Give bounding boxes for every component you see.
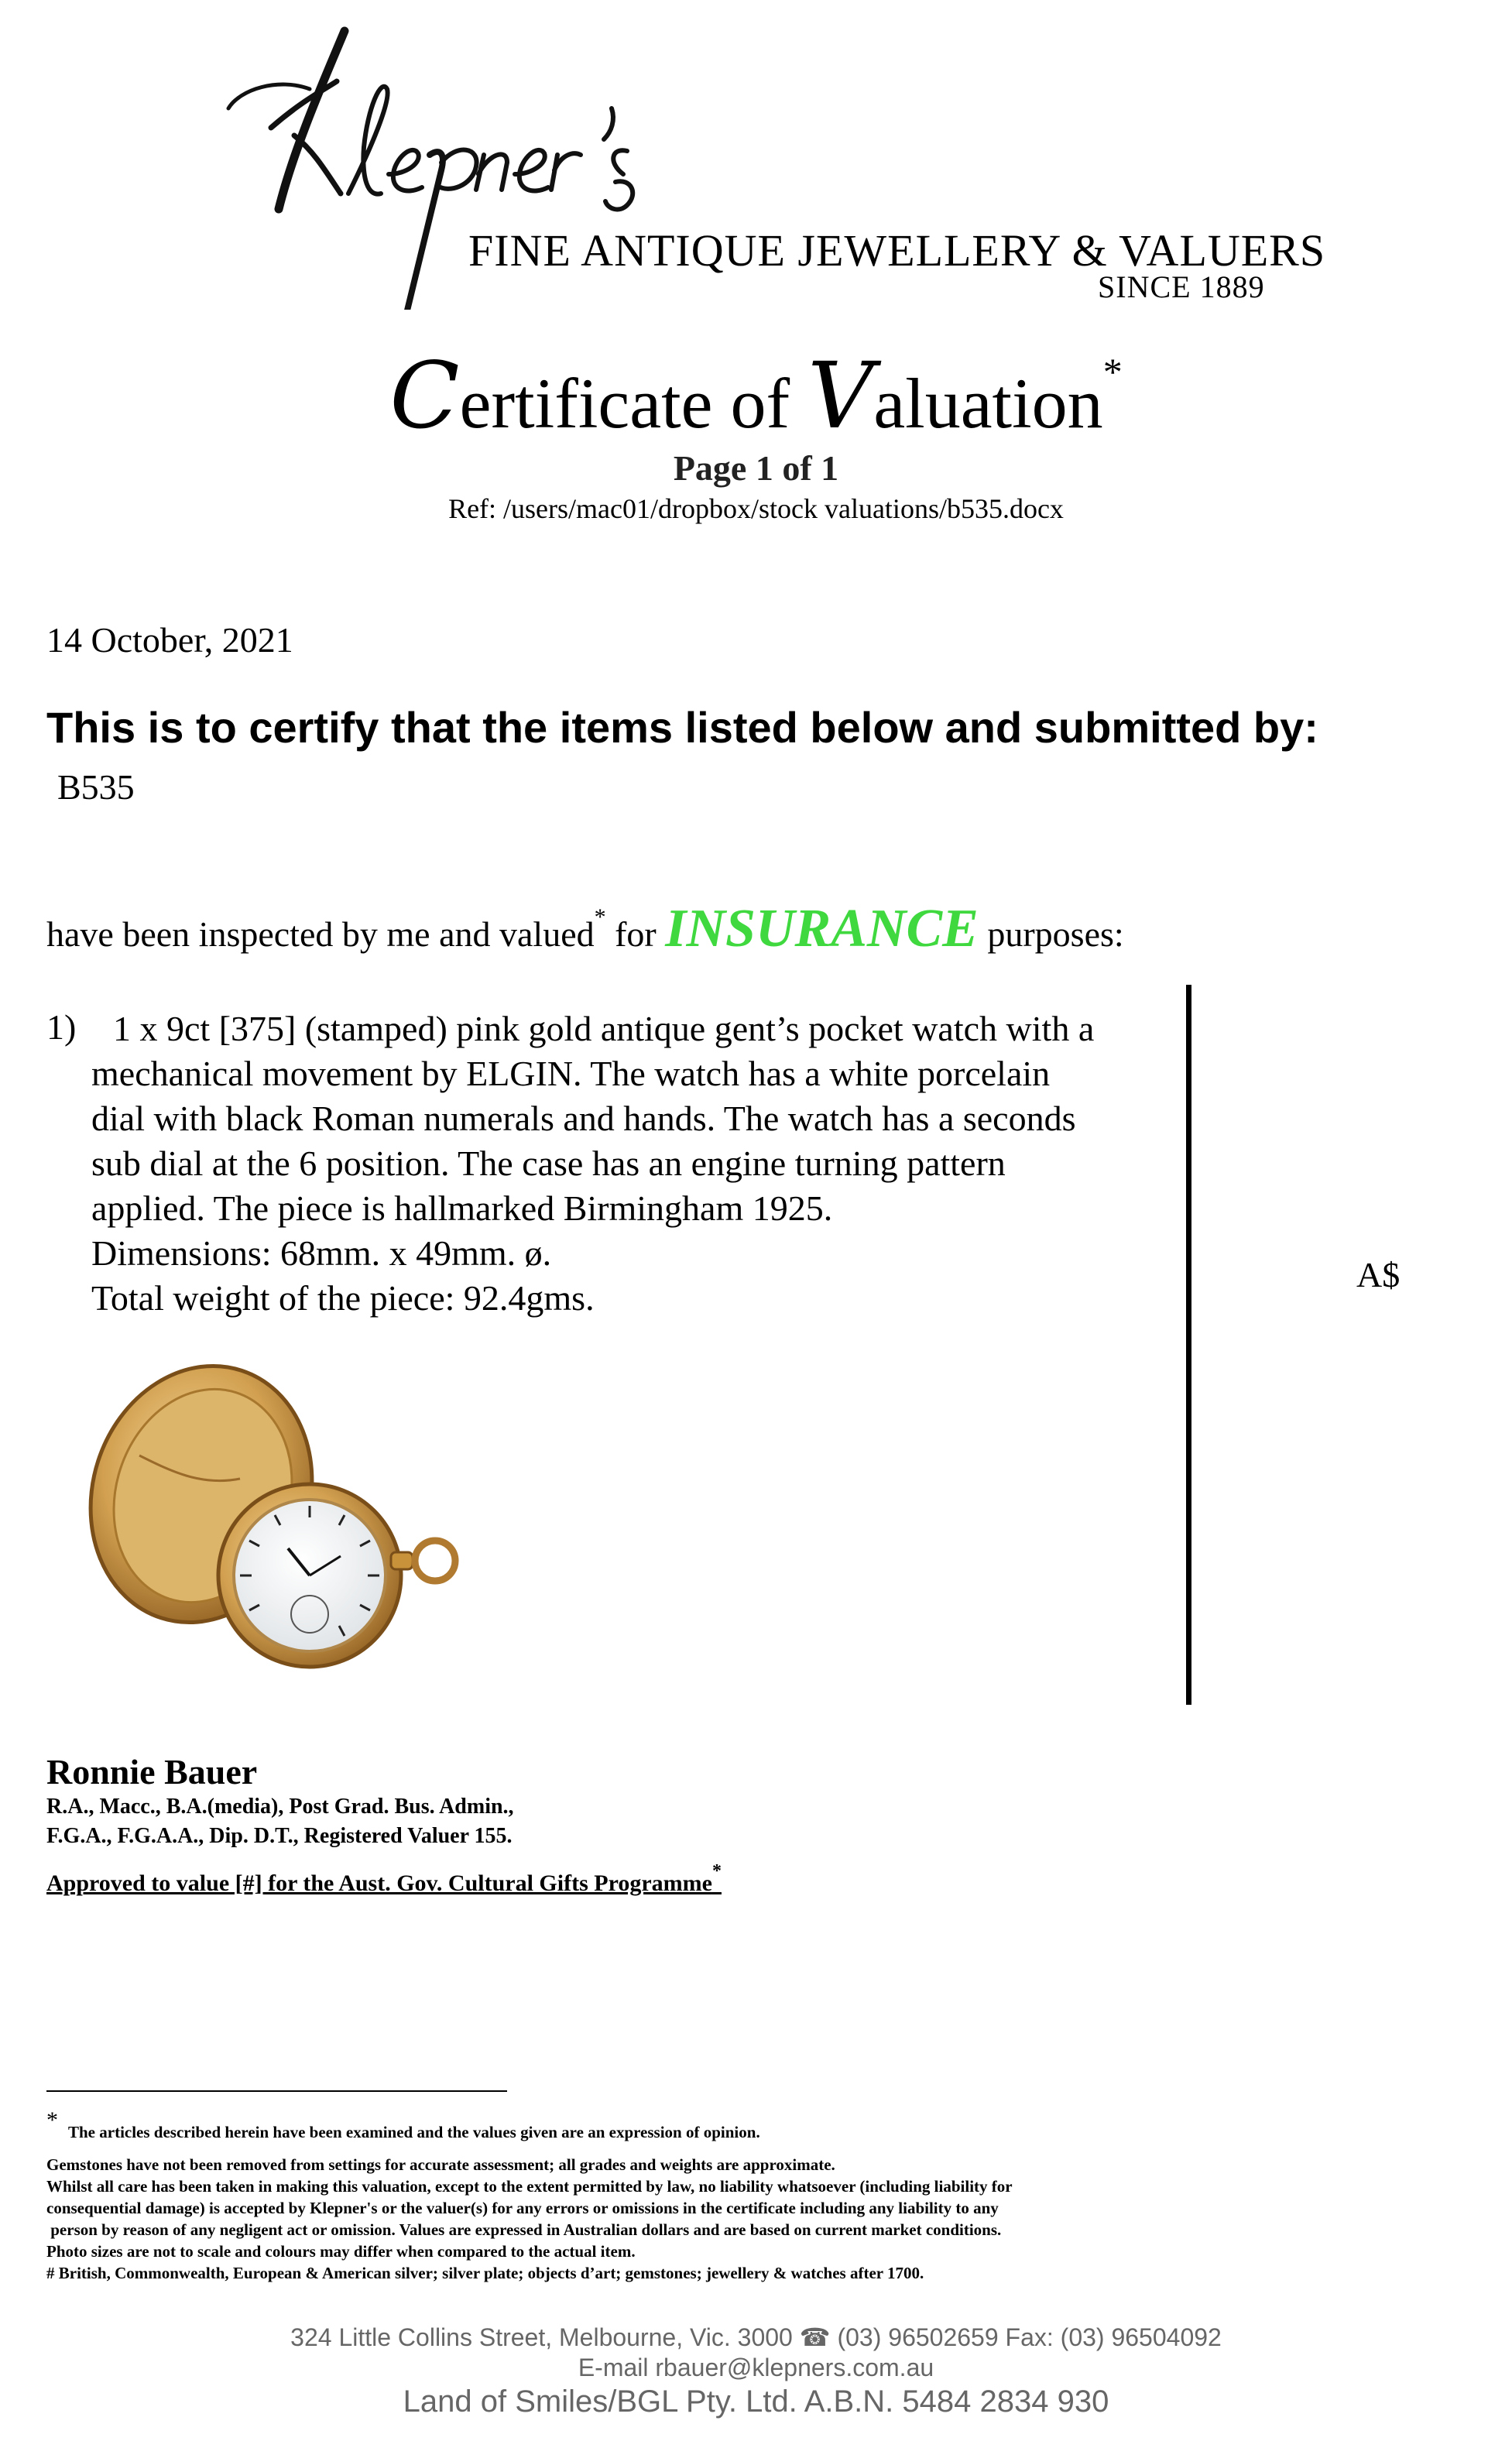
item-line: Total weight of the piece: 92.4gms. — [91, 1278, 595, 1318]
certificate-date: 14 October, 2021 — [46, 620, 293, 660]
footnote-line: The articles described herein have been examined and the values given are an expression of opinion. — [68, 2123, 760, 2141]
item-line: sub dial at the 6 position. The case has an engine turning pattern — [91, 1143, 1006, 1183]
purpose-insurance: INSURANCE — [665, 899, 979, 958]
document-ref: Ref: /users/mac01/dropbox/stock valuations/b535.docx — [448, 493, 1064, 524]
company-abn-line: Land of Smiles/BGL Pty. Ltd. A.B.N. 5484 2834 930 — [403, 2385, 1109, 2419]
footnote-asterisk: * — [46, 2107, 58, 2133]
certificate-title — [0, 342, 1512, 449]
footnote-line: # British, Commonwealth, European & American silver; silver plate; objects d’art; gemstones; jewellery & watches after 1700. — [46, 2264, 924, 2282]
valued-asterisk: * — [594, 904, 606, 930]
footnote-line: Gemstones have not been removed from settings for accurate assessment; all grades and weights are approximate. — [46, 2155, 835, 2174]
inspected-mid: for — [605, 914, 666, 954]
item-number: 1) — [46, 1007, 77, 1047]
logo-tagline: FINE ANTIQUE JEWELLERY & VALUERS — [468, 225, 1326, 276]
footnote-line: Photo sizes are not to scale and colours may differ when compared to the actual item. — [46, 2242, 636, 2261]
title-rest-c: ertificate of — [459, 364, 808, 443]
logo-since: SINCE 1889 — [1098, 269, 1265, 304]
pocket-watch-photo — [85, 1363, 534, 1672]
title-rest-v: aluation — [873, 364, 1103, 443]
email-line: E-mail rbauer@klepners.com.au — [578, 2354, 934, 2381]
item-line: Dimensions: 68mm. x 49mm. ø. — [91, 1233, 552, 1273]
inspected-statement — [46, 898, 1124, 960]
footnote-line: person by reason of any negligent act or omission. Values are expressed in Australian dollars and are based on current market conditions. — [46, 2220, 1002, 2239]
title-asterisk: * — [1102, 350, 1123, 393]
page-number: Page 1 of 1 — [673, 448, 839, 488]
item-line: mechanical movement by ELGIN. The watch has a white porcelain — [91, 1054, 1051, 1093]
title-initial-v: V — [807, 342, 874, 449]
approved-statement — [46, 1861, 722, 1897]
submitter: B535 — [57, 767, 135, 807]
valuer-name: Ronnie Bauer — [46, 1752, 258, 1791]
footnote-line: Whilst all care has been taken in making this valuation, except to the extent permitted by law, no liability whatsoever (including liability for — [46, 2177, 1013, 2196]
inspected-before: have been inspected by me and valued — [46, 914, 595, 954]
title-initial-c: C — [389, 342, 460, 449]
item-line: dial with black Roman numerals and hands. The watch has a seconds — [91, 1099, 1076, 1138]
item-line: 1 x 9ct [375] (stamped) pink gold antique gent’s pocket watch with a — [113, 1009, 1095, 1048]
inspected-after: purposes: — [978, 914, 1124, 954]
approved-text: Approved to value [#] for the Aust. Gov. Cultural Gifts Programme — [46, 1870, 712, 1896]
value-column-divider — [1186, 985, 1191, 1705]
approved-asterisk: * — [711, 1861, 722, 1881]
valuer-credentials-2: F.G.A., F.G.A.A., Dip. D.T., Registered Valuer 155. — [46, 1824, 513, 1848]
item-line: applied. The piece is hallmarked Birmingham 1925. — [91, 1188, 833, 1228]
footnote-line: consequential damage) is accepted by Klepner's or the valuer(s) for any errors or omissions in the certificate including any liability to any — [46, 2199, 999, 2217]
footnote-rule — [46, 2090, 507, 2092]
item-description — [91, 1006, 1206, 1321]
valuer-credentials-1: R.A., Macc., B.A.(media), Post Grad. Bus. Admin., — [46, 1795, 514, 1819]
certify-statement: This is to certify that the items listed below and submitted by: — [46, 703, 1318, 752]
currency-label: A$ — [1356, 1255, 1401, 1294]
address-line: 324 Little Collins Street, Melbourne, Vic. 3000 ☎ (03) 96502659 Fax: (03) 96504092 — [290, 2323, 1222, 2351]
